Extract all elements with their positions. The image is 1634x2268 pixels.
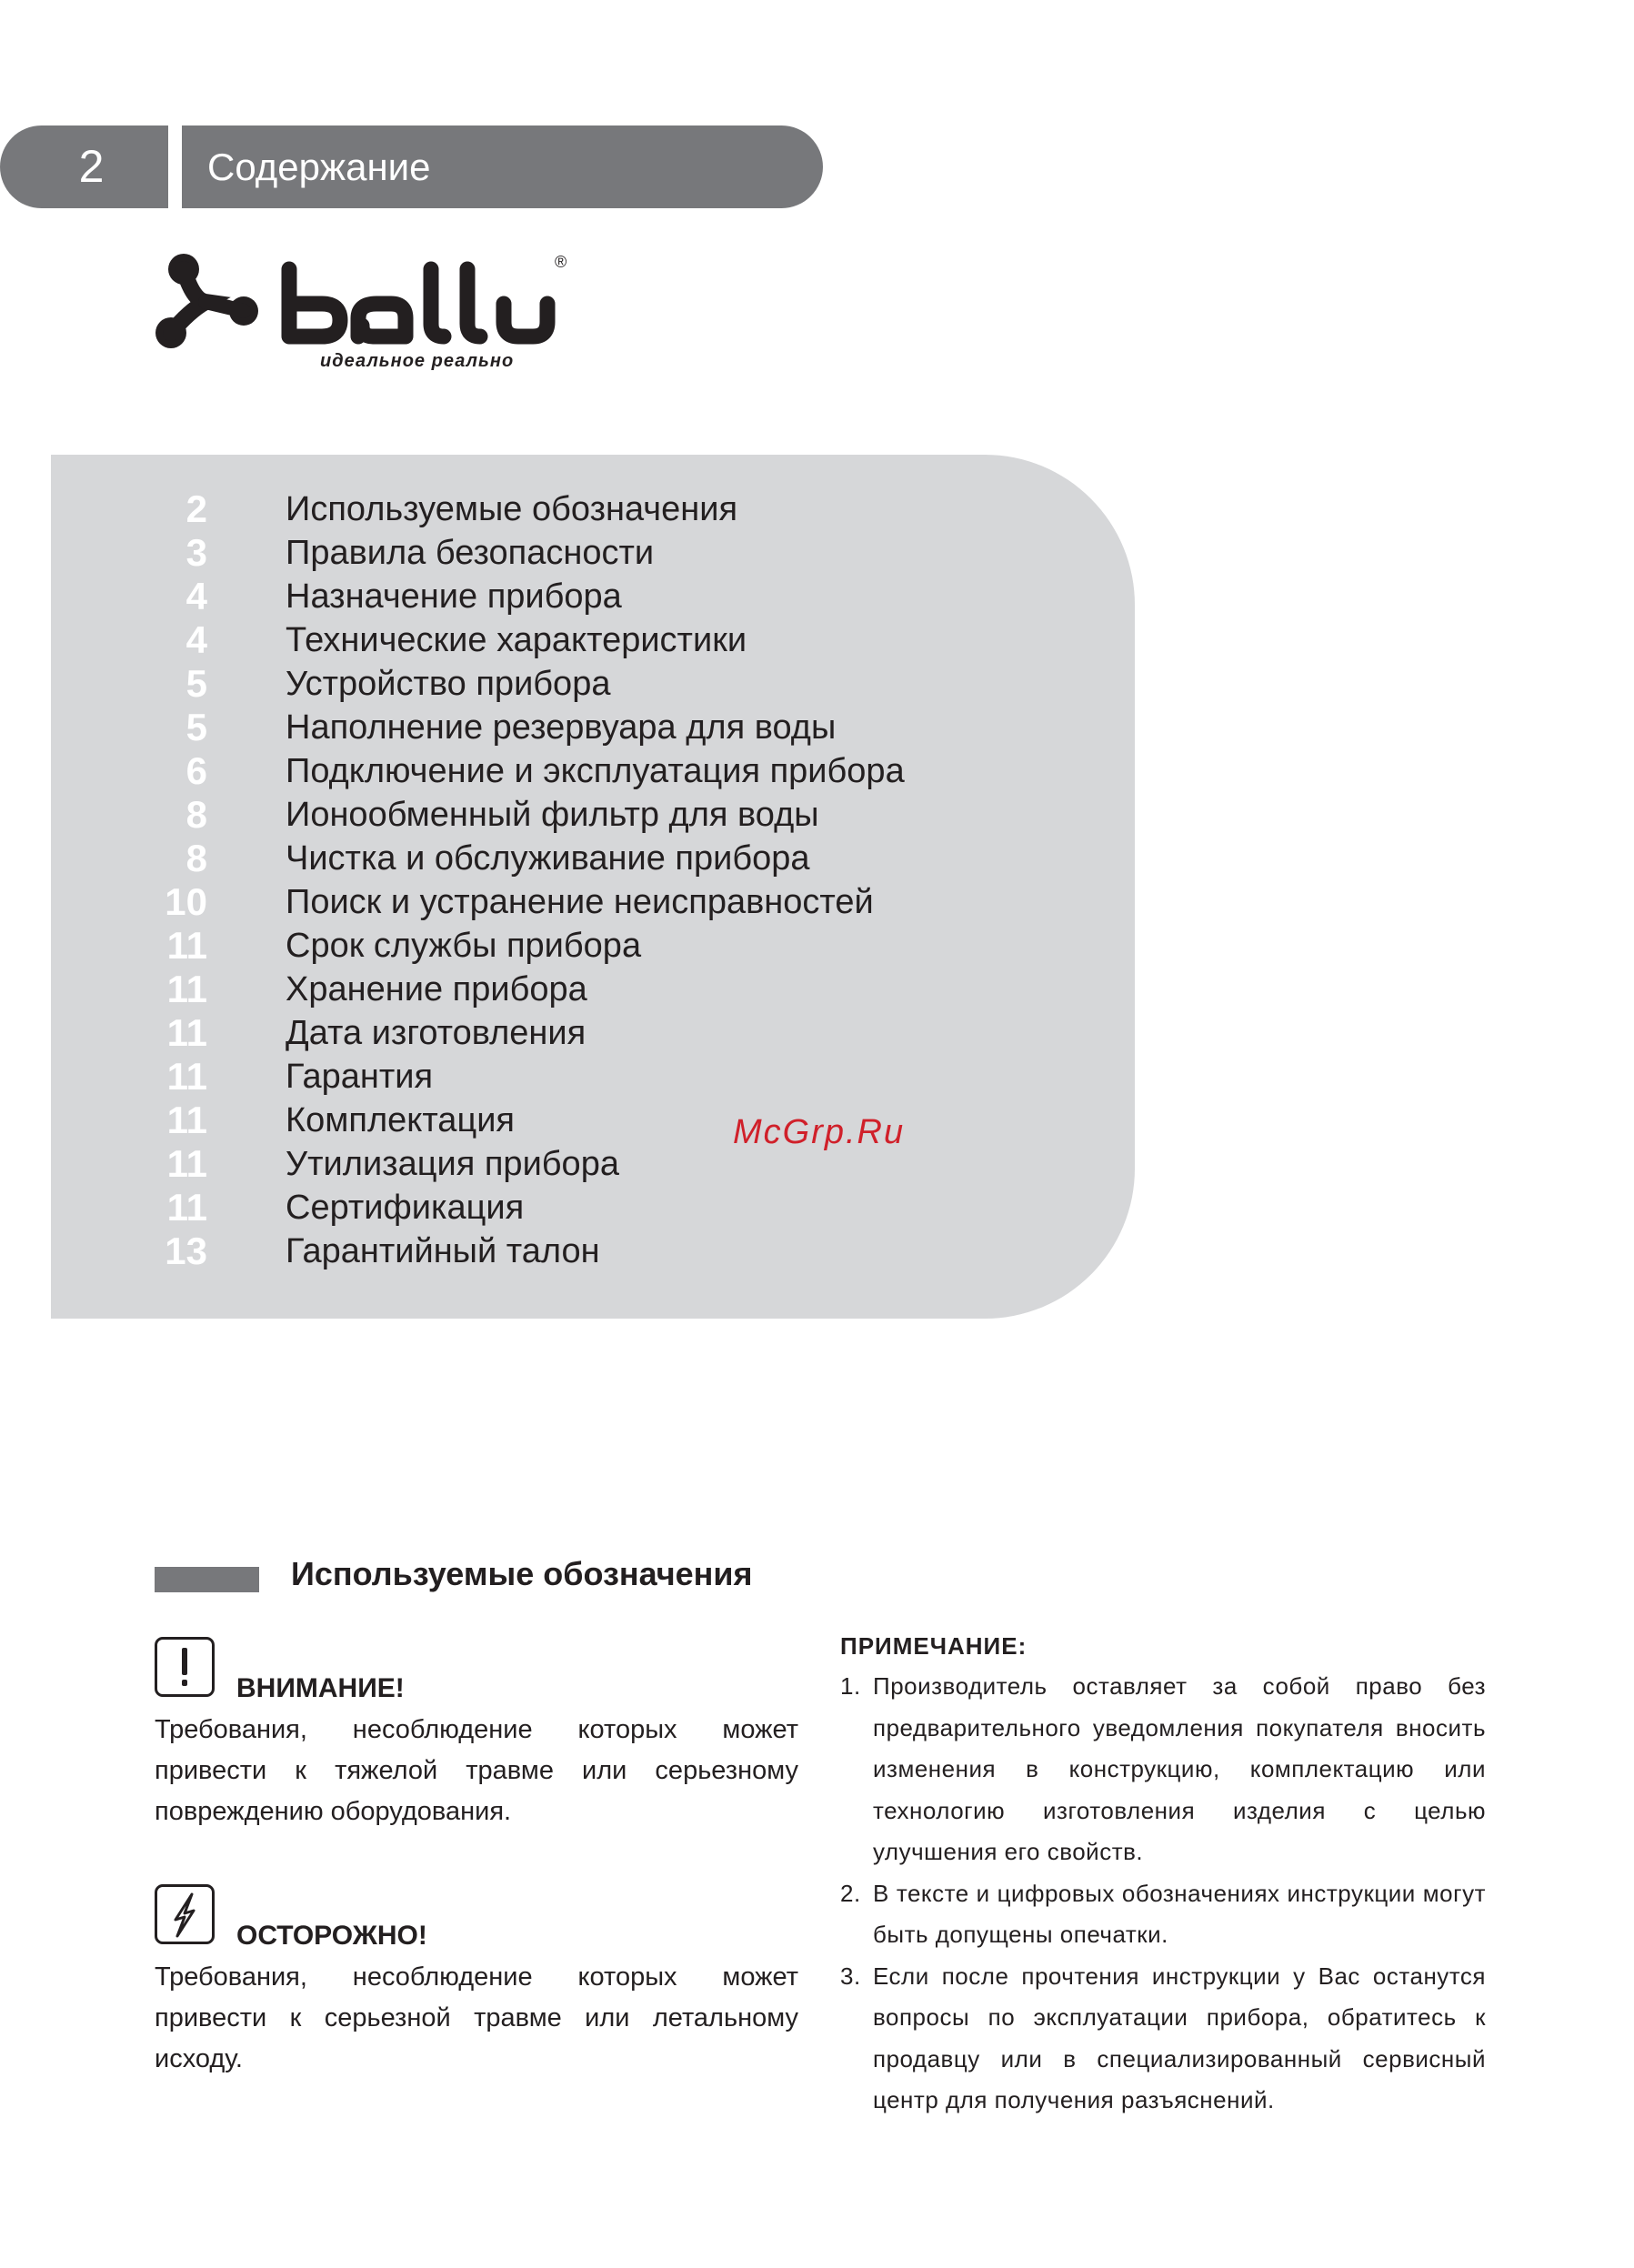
caution-text: Требования, несоблюдение которых может привести к серьезной травме или летальному исходу. (155, 1962, 798, 2073)
toc-page-number: 8 (185, 793, 207, 836)
lightning-icon (155, 1884, 215, 1944)
toc-item-title: Устройство прибора (286, 665, 611, 703)
toc-item (51, 662, 1135, 706)
toc-item (51, 749, 1135, 793)
note-item (840, 1666, 1486, 1873)
toc-page-number: 10 (165, 880, 207, 923)
toc-page-number: 4 (185, 575, 207, 617)
toc-page-number: 2 (185, 487, 207, 530)
toc-list (51, 487, 1135, 1273)
toc-page-number: 11 (166, 968, 207, 1010)
note-item-number: 3. (840, 1962, 861, 1990)
toc-item (51, 575, 1135, 618)
toc-item-title: Технические характеристики (286, 621, 747, 659)
table-of-contents (51, 455, 1135, 1319)
toc-item (51, 1011, 1135, 1055)
toc-item (51, 706, 1135, 749)
toc-item (51, 1099, 1135, 1142)
watermark: McGrp.Ru (733, 1113, 906, 1151)
note-list (840, 1666, 1486, 2122)
note-item-text: Производитель оставляет за собой право без предварительного уведомления покупателя вносить изменения в конструкцию, комплектацию или технологию изготовления изделия с целью улучшения его свойств. (873, 1672, 1486, 1865)
brand-wordmark (289, 269, 547, 336)
note-item-text: Если после прочтения инструкции у Вас останутся вопросы по эксплуатации прибора, обратитесь к продавцу или в специализированный сервисный центр для получения разъяснений. (873, 1962, 1486, 2113)
toc-item-title: Комплектация (286, 1101, 516, 1139)
note-item (840, 1956, 1486, 2122)
note-item (840, 1873, 1486, 1956)
toc-item-title: Наполнение резервуара для воды (286, 708, 837, 747)
note-title: ПРИМЕЧАНИЕ: (840, 1632, 1028, 1660)
toc-item (51, 1229, 1135, 1273)
toc-item-title: Дата изготовления (286, 1014, 586, 1052)
note-item-text: В тексте и цифровых обозначениях инструкции могут быть допущены опечатки. (873, 1879, 1486, 1948)
exclamation-icon (155, 1637, 215, 1697)
toc-item (51, 618, 1135, 662)
toc-item-title: Назначение прибора (286, 577, 622, 616)
toc-item-title: Чистка и обслуживание прибора (286, 839, 810, 878)
toc-page-number: 11 (166, 1055, 207, 1098)
toc-item-title: Поиск и устранение неисправностей (286, 883, 874, 921)
toc-item (51, 487, 1135, 531)
toc-item (51, 793, 1135, 837)
note-item-number: 2. (840, 1879, 861, 1907)
toc-item-title: Ионообменный фильтр для воды (286, 796, 819, 834)
caution-title: ОСТОРОЖНО! (236, 1921, 427, 1951)
section-marker-bar (155, 1567, 259, 1592)
toc-item-title: Правила безопасности (286, 534, 655, 572)
toc-item-title: Хранение прибора (286, 970, 587, 1009)
warning-text: Требования, несоблюдение которых может привести к тяжелой травме или серьезному повреждению оборудования. (155, 1715, 798, 1826)
brand-tagline: идеальное реально (320, 351, 515, 371)
toc-page-number: 11 (166, 924, 207, 967)
molecule-logo-icon (155, 254, 258, 348)
page-title: Содержание (182, 125, 823, 208)
toc-page-number: 11 (166, 1011, 207, 1054)
toc-page-number: 11 (166, 1186, 207, 1229)
toc-page-number: 13 (165, 1229, 207, 1272)
toc-page-number: 8 (185, 837, 207, 879)
toc-page-number: 6 (185, 749, 207, 792)
toc-item-title: Подключение и эксплуатация прибора (286, 752, 905, 790)
toc-item-title: Гарантийный талон (286, 1232, 600, 1270)
toc-item (51, 837, 1135, 880)
toc-item (51, 531, 1135, 575)
toc-item (51, 880, 1135, 924)
toc-page-number: 4 (185, 618, 207, 661)
toc-page-number: 5 (185, 706, 207, 748)
toc-item-title: Сертификация (286, 1189, 525, 1227)
toc-page-number: 3 (185, 531, 207, 574)
registered-mark: ® (555, 253, 567, 271)
toc-item-title: Используемые обозначения (286, 490, 738, 528)
toc-page-number: 11 (166, 1142, 207, 1185)
toc-page-number: 11 (166, 1099, 207, 1141)
warning-title: ВНИМАНИЕ! (236, 1673, 405, 1703)
toc-item (51, 924, 1135, 968)
toc-item-title: Срок службы прибора (286, 927, 642, 965)
toc-item-title: Утилизация прибора (286, 1145, 619, 1183)
note-item-number: 1. (840, 1672, 861, 1700)
page-number: 2 (0, 125, 168, 208)
section-title: Используемые обозначения (291, 1555, 753, 1592)
toc-item (51, 1186, 1135, 1229)
toc-item (51, 1142, 1135, 1186)
toc-item (51, 968, 1135, 1011)
toc-page-number: 5 (185, 662, 207, 705)
toc-item (51, 1055, 1135, 1099)
toc-item-title: Гарантия (286, 1058, 434, 1096)
